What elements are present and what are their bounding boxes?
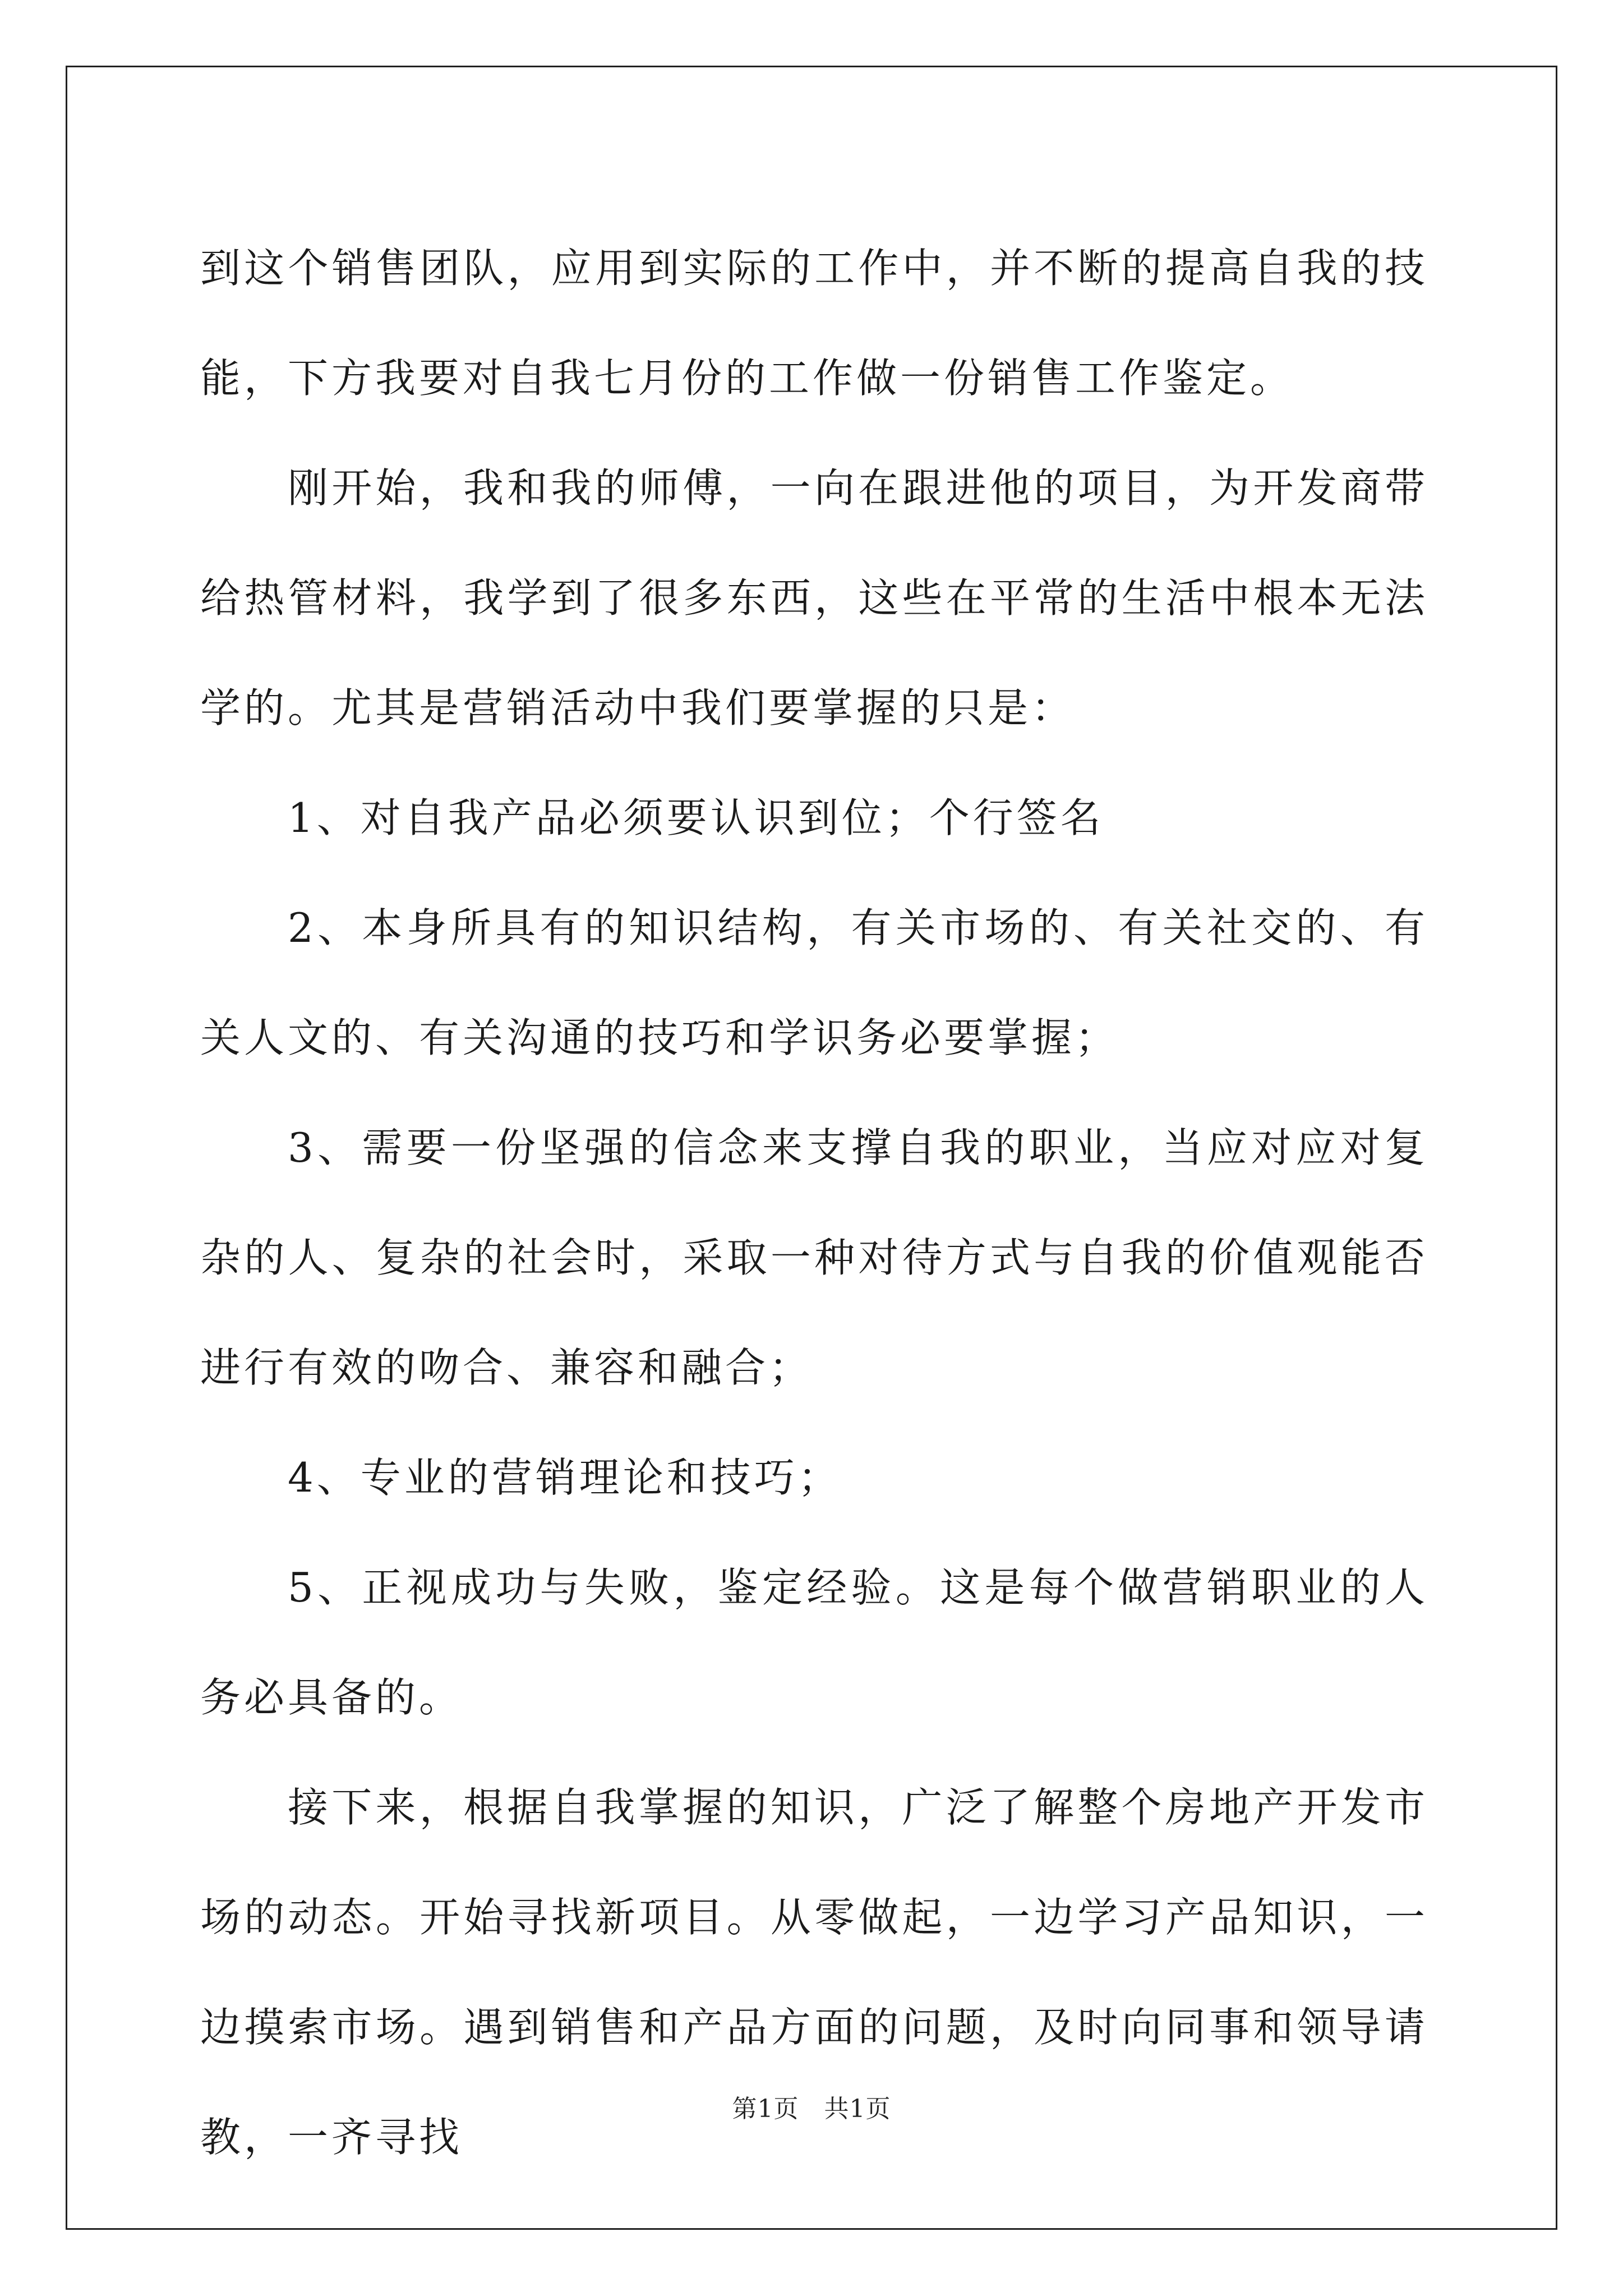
paragraph-3: 接下来，根据自我掌握的知识，广泛了解整个房地产开发市场的动态。开始寻找新项目。从零做起，一边学习产品知识，一边摸索市场。遇到销售和产品方面的问题，及时向同事和领导请教，一齐寻找 xyxy=(200,1784,1428,2161)
paragraph-2: 刚开始，我和我的师傅，一向在跟进他的项目，为开发商带给热管材料，我学到了很多东西，这些在平常的生活中根本无法学的。尤其是营销活动中我们要掌握的只是： xyxy=(200,464,1428,731)
list-item-4: 4、专业的营销理论和技巧； xyxy=(288,1454,842,1501)
list-item-1: 1、对自我产品必须要认识到位；个行签名 xyxy=(288,794,1104,841)
list-item-3: 3、需要一份坚强的信念来支撑自我的职业，当应对应对复杂的人、复杂的社会时，采取一种对待方式与自我的价值观能否进行有效的吻合、兼容和融合； xyxy=(200,1124,1428,1391)
document-body xyxy=(200,213,1428,2192)
list-item-2: 2、本身所具有的知识结构，有关市场的、有关社交的、有关人文的、有关沟通的技巧和学识务必要掌握； xyxy=(200,904,1428,1061)
page-number-footer: 第1页 共1页 xyxy=(732,2095,891,2123)
paragraph-1: 到这个销售团队，应用到实际的工作中，并不断的提高自我的技能，下方我要对自我七月份的工作做一份销售工作鉴定。 xyxy=(200,245,1428,402)
list-item-5: 5、正视成功与失败，鉴定经验。这是每个做营销职业的人务必具备的。 xyxy=(200,1564,1428,1721)
